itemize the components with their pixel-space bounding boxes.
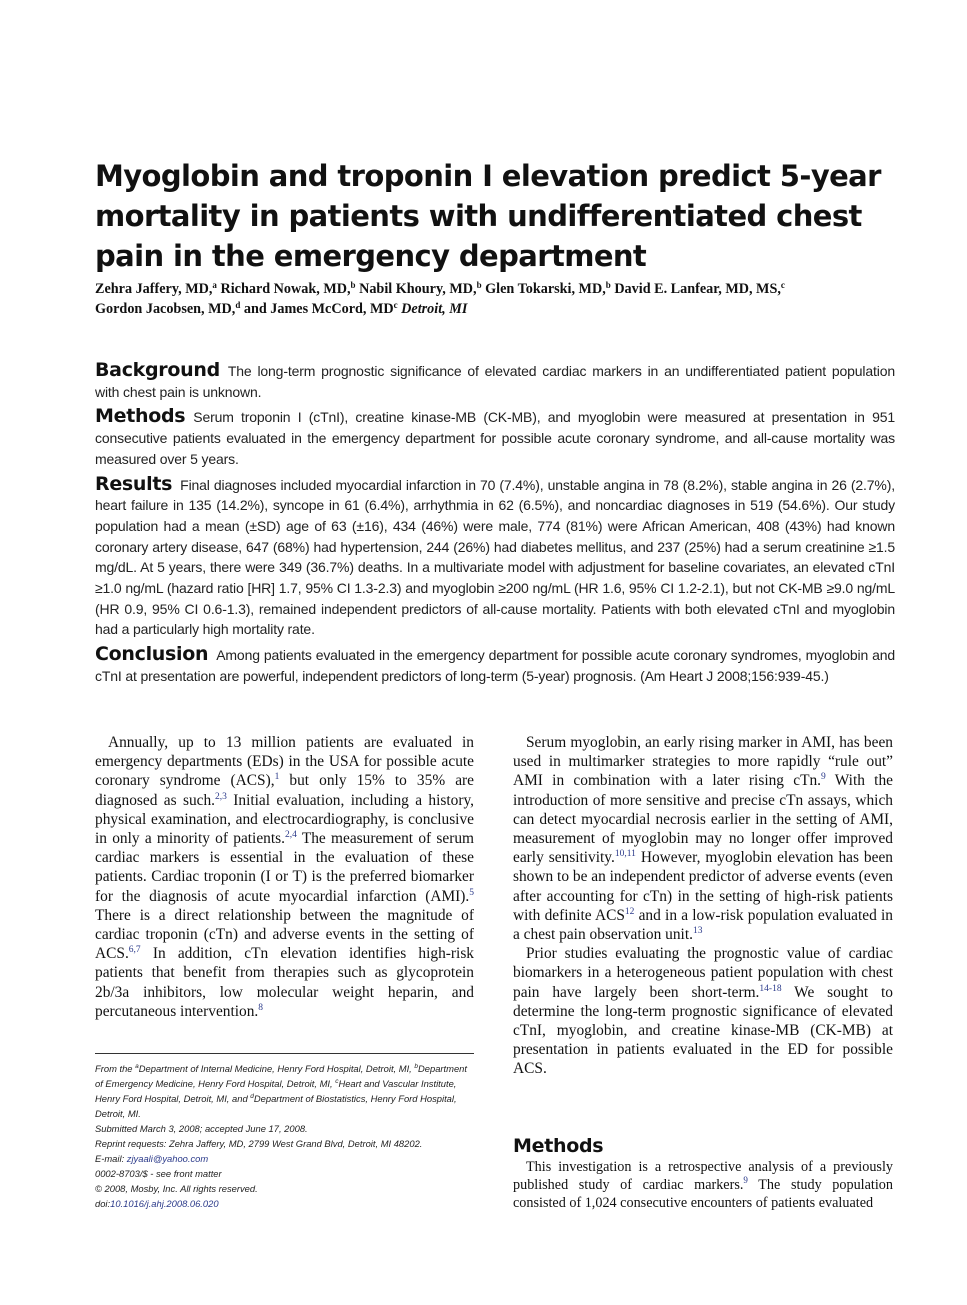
body-text: but only 15% to 35% are diagnosed as such. (95, 772, 474, 809)
abstract-text: The long-term prognostic significance of elevated cardiac markers in an undifferentiated patient population with chest pain is unknown. (95, 363, 895, 400)
abstract-methods (95, 406, 895, 469)
footnote-text: Heart and Vascular Institute, Henry Ford Hospital, Detroit, MI, and (95, 1078, 457, 1104)
body-text: This investigation is a retrospective analysis of a previously published study of cardiac markers. (513, 1159, 893, 1193)
section-heading-methods: Methods (513, 1135, 604, 1157)
author-location: Detroit, MI (401, 301, 468, 317)
footnote-text: E-mail: (95, 1153, 127, 1164)
abstract-heading: Background (95, 359, 220, 381)
author-name: Gordon Jacobsen, MD, (95, 301, 236, 317)
methods-paragraph-block (513, 1158, 893, 1212)
abstract-text: Serum troponin I (cTnI), creatine kinase-MB (CK-MB), and myoglobin were measured at presentation in 951 consecutive patients evaluated in the emergency department for possible acute coronary syndrome, and all-cause mortality was measured over 5 years. (95, 409, 895, 467)
affiliation-mark: a (135, 1063, 139, 1070)
body-text: There is a direct relationship between the magnitude of cardiac troponin (cTn) and adverse events in the setting of ACS. (95, 906, 474, 963)
reprint-requests: Reprint requests: Zehra Jaffery, MD, 2799 West Grand Blvd, Detroit, MI 48202. (95, 1138, 423, 1149)
citation-link[interactable]: 12 (624, 906, 635, 917)
author-name: Glen Tokarski, MD, (485, 281, 606, 297)
body-paragraph (513, 1158, 893, 1212)
citation-link[interactable]: 10,11 (614, 849, 636, 860)
email-link[interactable]: zjyaali@yahoo.com (126, 1153, 209, 1164)
body-text: Initial evaluation, including a history, physical examination, and electrocardiography, is conclusive in only a minority of patients. (95, 791, 474, 848)
body-text: and in a low-risk population evaluated in a chest pain observation unit. (513, 906, 893, 944)
citation-link[interactable]: 14-18 (759, 983, 782, 994)
affiliation-mark: d (235, 300, 241, 310)
affiliation-mark: c (780, 280, 785, 290)
abstract (95, 360, 895, 691)
doi-line (95, 1196, 474, 1211)
author-name: Richard Nowak, MD, (220, 281, 351, 297)
body-text: Serum myoglobin, an early rising marker in AMI, has been used in multimarker strategies to more rapidly “rule out” AMI in combination with a later rising cTn. (513, 734, 893, 790)
footnote-text: Department of Biostatistics, Henry Ford Hospital, Detroit, MI. (95, 1093, 457, 1119)
footnote-divider (95, 1053, 474, 1054)
author-name: and James McCord, MD (243, 301, 394, 317)
body-text: Prior studies evaluating the prognostic value of cardiac biomarkers in a heterogeneous patient population with chest pain have largely been short-term. (513, 945, 893, 1001)
body-text: Annually, up to 13 million patients are evaluated in emergency departments (EDs) in the USA for possible acute coronary syndrome (ACS), (95, 734, 474, 790)
affiliation-mark: b (476, 280, 482, 290)
footnote-text: From the (95, 1063, 136, 1074)
body-text: However, myoglobin elevation has been shown to be an independent predictor of adverse events (even after accounting for cTn) in the setting of high-risk patients with definite ACS (513, 849, 893, 924)
affiliation-mark: b (350, 280, 356, 290)
footnotes (95, 1061, 474, 1211)
submission-dates: Submitted March 3, 2008; accepted June 17, 2008. (95, 1123, 308, 1134)
citation-link[interactable]: 2,4 (284, 830, 297, 841)
citation-link[interactable]: 13 (692, 926, 703, 937)
affiliation-mark: a (212, 280, 217, 290)
abstract-text: Final diagnoses included myocardial infarction in 70 (7.4%), unstable angina in 78 (8.2%), stable angina in 26 (2.7%), heart failure in 135 (14.2%), syncope in 61 (6.4%), arrhythmia in 62 (6.5%), and noncardiac diagnoses in 519 (54.6%). Our study population had a mean (±SD) age of 63 (±16), 434 (46%) were male, 774 (81%) were African American, 408 (43%) had known coronary artery disease, 647 (68%) had hypertension, 244 (26%) had diabetes mellitus, and 237 (25%) had a serum creatinine ≥1.5 mg/dL. At 5 years, there were 349 (36.7%) deaths. In a multivariate model with adjustment for baseline covariates, an elevated cTnI ≥1.0 ng/mL (hazard ratio [HR] 1.7, 95% CI 1.3-2.3) and myoglobin ≥200 ng/mL (HR 1.6, 95% CI 1.2-2.1), but not CK-MB ≥9.0 ng/mL (HR 0.9, 95% CI 0.6-1.3), remained independent predictors of all-cause mortality. Patients with both elevated cTnI and myoglobin had a particularly high mortality rate. (95, 476, 895, 638)
author-name: David E. Lanfear, MD, MS, (614, 281, 781, 297)
affiliation-mark: c (335, 1078, 339, 1085)
body-paragraph (95, 733, 474, 1021)
affiliation-mark: b (605, 280, 611, 290)
citation-link[interactable]: 2,3 (215, 791, 227, 802)
affiliations (95, 1061, 474, 1121)
article-title: Myoglobin and troponin I elevation predict 5-year mortality in patients with undifferentiated chest pain in the emergency department (95, 159, 881, 273)
copyright-line: © 2008, Mosby, Inc. All rights reserved. (95, 1183, 258, 1194)
affiliation-mark: c (393, 300, 398, 310)
doi-link[interactable]: 10.1016/j.ahj.2008.06.020 (110, 1198, 219, 1209)
body-column-right (513, 733, 893, 1079)
citation-link[interactable]: 9 (743, 1175, 748, 1185)
author-name: Nabil Khoury, MD, (359, 281, 477, 297)
abstract-heading: Methods (95, 405, 186, 428)
citation-link[interactable]: 8 (258, 1002, 264, 1013)
body-paragraph (513, 733, 893, 944)
citation-link[interactable]: 9 (821, 772, 826, 783)
body-paragraph (513, 944, 893, 1078)
email-line (95, 1151, 474, 1166)
body-text: In addition, cTn elevation identifies high-risk patients that benefit from therapies such as glycoprotein 2b/3a inhibitors, low molecular weight heparin, and percutaneous intervention. (95, 945, 474, 1020)
footnote-text: Department of Internal Medicine, Henry Ford Hospital, Detroit, MI, (138, 1063, 415, 1074)
body-text: The measurement of serum cardiac markers is essential in the evaluation of these patients. Cardiac troponin (I or T) is the preferred biomarker for the diagnosis of acute myocardial infarction (AMI). (95, 830, 474, 905)
abstract-conclusion (95, 644, 895, 686)
body-column-left (95, 733, 474, 1021)
body-text: With the introduction of more sensitive and precise cTn assays, which can detect myocardial necrosis earlier in the setting of AMI, measurement of myoglobin may no longer offer improved early sensitivity. (513, 772, 893, 867)
body-text: We sought to determine the long-term prognostic significance of elevated cTnI, myoglobin, and creatine kinase-MB (CK-MB) at presentation in patients evaluated in the ED for possible ACS. (513, 983, 893, 1078)
citation-link[interactable]: 6,7 (128, 945, 141, 956)
issn-line: 0002-8703/$ - see front matter (95, 1168, 222, 1179)
body-text: The study population consisted of 1,024 consecutive encounters of patients evaluated (513, 1177, 893, 1211)
author-name: Zehra Jaffery, MD, (95, 281, 213, 297)
footnote-text: Department of Emergency Medicine, Henry Ford Hospital, Detroit, MI, (95, 1063, 467, 1089)
affiliation-mark: b (414, 1063, 419, 1070)
abstract-text: Among patients evaluated in the emergency department for possible acute coronary syndromes, myoglobin and cTnI at presentation are powerful, independent predictors of long-term (5-year) prognosis. (Am Heart J 2008;156:939-45.) (95, 647, 895, 684)
abstract-results (95, 474, 895, 641)
author-list (95, 279, 925, 319)
citation-link[interactable]: 1 (274, 772, 280, 783)
footnote-text: doi: (95, 1198, 111, 1209)
affiliation-mark: d (250, 1093, 254, 1100)
citation-link[interactable]: 5 (469, 887, 474, 898)
abstract-heading: Conclusion (95, 643, 209, 666)
abstract-background (95, 360, 895, 402)
abstract-heading: Results (95, 472, 173, 495)
